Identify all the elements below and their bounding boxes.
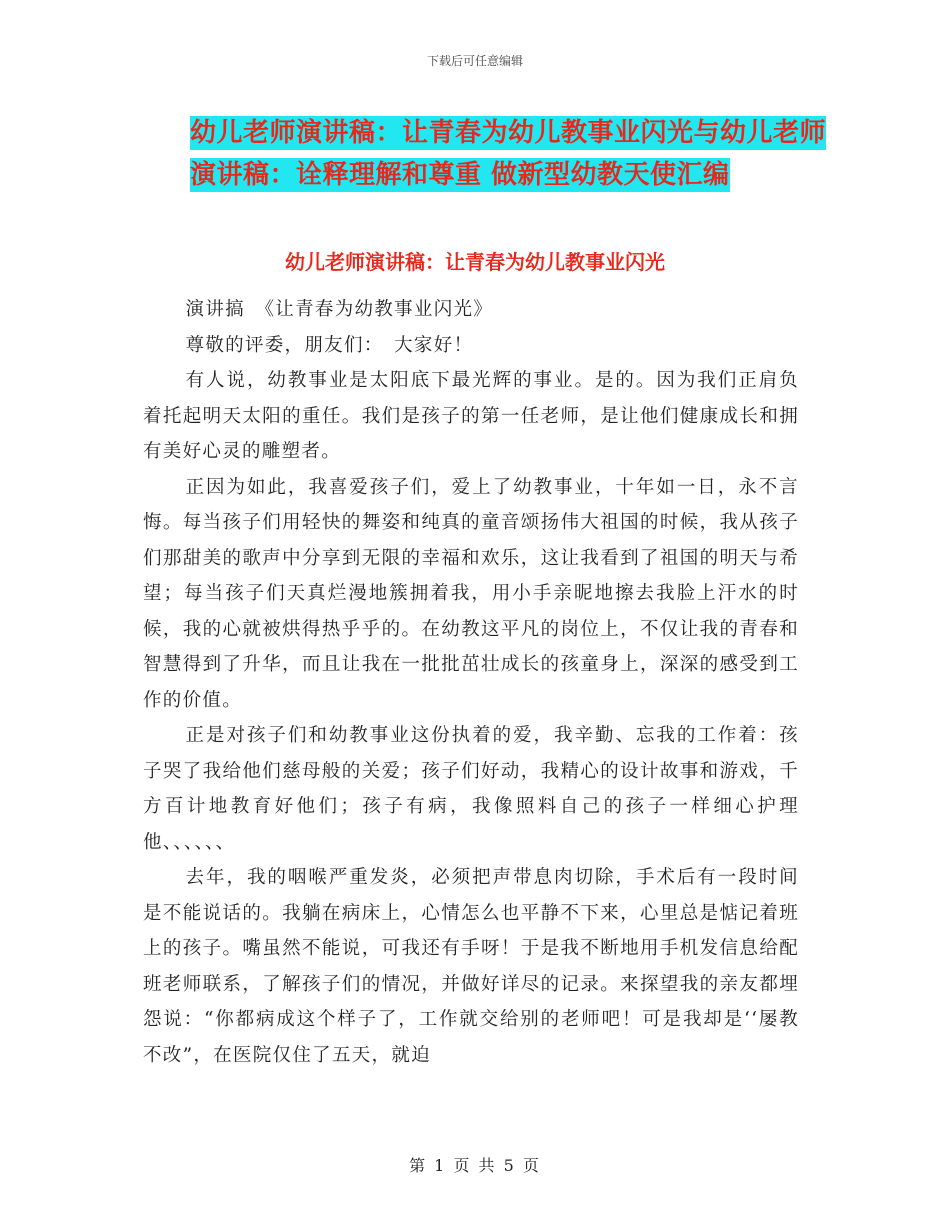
- page-number-footer: 第 1 页 共 5 页: [409, 1156, 541, 1175]
- section-heading: 幼儿老师演讲稿：让青春为幼儿教事业闪光: [285, 250, 665, 274]
- document-body: [143, 292, 799, 1073]
- paragraph: 有人说，幼教事业是太阳底下最光辉的事业。是的。因为我们正肩负着托起明天太阳的重任。我们是孩子的第一任老师，是让他们健康成长和拥有美好心灵的雕塑者。: [143, 370, 799, 462]
- header-note: 下载后可任意编辑: [426, 54, 523, 68]
- paragraph: 正因为如此，我喜爱孩子们，爱上了幼教事业，十年如一日，永不言悔。每当孩子们用轻快的舞姿和纯真的童音颂扬伟大祖国的时候，我从孩子们那甜美的歌声中分享到无限的幸福和欢乐，这让我看到了祖国的明天与希望；每当孩子们天真烂漫地簇拥着我，用小手亲昵地擦去我脸上汗水的时候，我的心就被烘得热乎乎的。在幼教这平凡的岗位上，不仅让我的青春和智慧得到了升华，而且让我在一批批茁壮成长的孩童身上，深深的感受到工作的价值。: [143, 476, 799, 711]
- document-title: [190, 112, 830, 196]
- paragraph: 演讲搞 《让青春为幼教事业闪光》: [185, 299, 494, 320]
- paragraph: 正是对孩子们和幼教事业这份执着的爱，我辛勤、忘我的工作着：孩子哭了我给他们慈母般的关爱；孩子们好动，我精心的设计故事和游戏，千方百计地教育好他们；孩子有病，我像照料自己的孩子一样细心护理他、、、、、、: [143, 725, 799, 853]
- paragraph: 尊敬的评委，朋友们： 大家好！: [185, 334, 474, 356]
- document-title-text: 幼儿老师演讲稿：让青春为幼儿教事业闪光与幼儿老师演讲稿：诠释理解和尊重 做新型幼教天使汇编: [190, 118, 827, 190]
- paragraph: 去年，我的咽喉严重发炎，必须把声带息肉切除，手术后有一段时间是不能说话的。我躺在病床上，心情怎么也平静不下来，心里总是惦记着班上的孩子。嘴虽然不能说，可我还有手呀！于是我不断地用手机发信息给配班老师联系，了解孩子们的情况，并做好详尽的记录。来探望我的亲友都埋怨说：“你都病成这个样子了，工作就交给别的老师吧！可是我却是‘‘屡教不改”，在医院仅住了五天，就迫: [143, 867, 799, 1066]
